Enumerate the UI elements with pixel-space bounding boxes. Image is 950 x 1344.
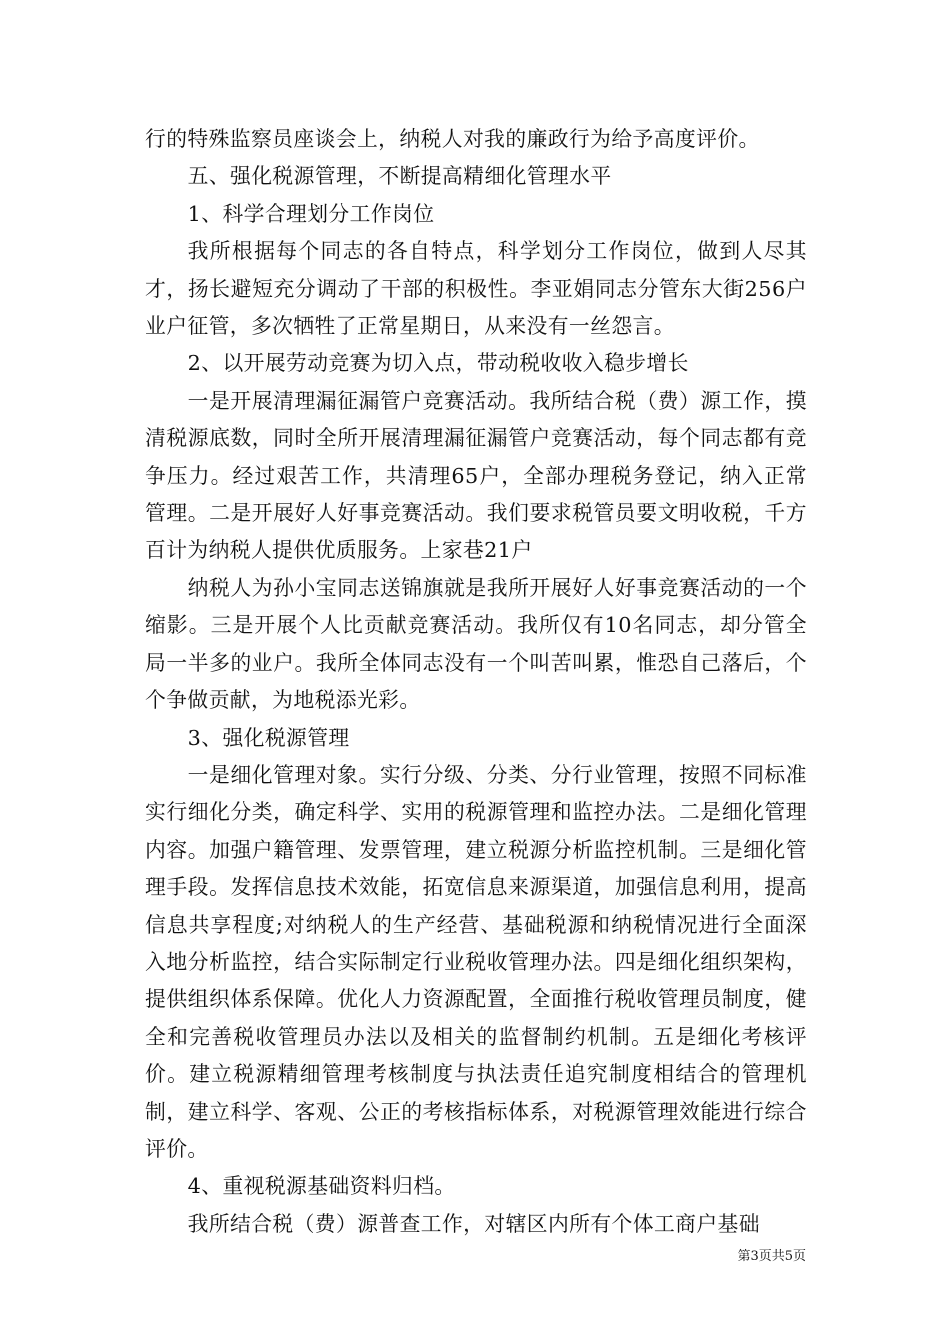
- paragraph-good-deeds: 纳税人为孙小宝同志送锦旗就是我所开展好人好事竞赛活动的一个缩影。三是开展个人比贡献竞赛活动。我所仅有10名同志，却分管全局一半多的业户。我所全体同志没有一个叫苦叫累，惟恐自己落后，个个争做贡献，为地税添光彩。: [145, 575, 807, 713]
- subheading-3: 3、强化税源管理: [187, 725, 350, 750]
- section-heading-5: 五、强化税源管理，不断提高精细化管理水平: [187, 164, 612, 189]
- paragraph-job-allocation: 我所根据每个同志的各自特点，科学划分工作岗位，做到人尽其才，扬长避短充分调动了干部的积极性。李亚娟同志分管东大街256户业户征管，多次牺牲了正常星期日，从来没有一丝怨言。: [145, 239, 807, 339]
- document-body: [145, 121, 807, 1243]
- paragraph-continuation: 行的特殊监察员座谈会上，纳税人对我的廉政行为给予高度评价。: [145, 127, 760, 151]
- paragraph-competition: 一是开展清理漏征漏管户竞赛活动。我所结合税（费）源工作，摸清税源底数，同时全所开展清理漏征漏管户竞赛活动，每个同志都有竞争压力。经过艰苦工作，共清理65户，全部办理税务登记，纳入正常管理。二是开展好人好事竞赛活动。我们要求税管员要文明收税，千方百计为纳税人提供优质服务。上家巷21户: [145, 388, 807, 563]
- subheading-2: 2、以开展劳动竞赛为切入点，带动税收收入稳步增长: [187, 351, 689, 376]
- page-number: 第3页共5页: [737, 1249, 806, 1264]
- paragraph-refined-management: 一是细化管理对象。实行分级、分类、分行业管理，按照不同标准实行细化分类，确定科学、实用的税源管理和监控办法。二是细化管理内容。加强户籍管理、发票管理，建立税源分析监控机制。三是细化管理手段。发挥信息技术效能，拓宽信息来源渠道，加强信息利用，提高信息共享程度;对纳税人的生产经营、基础税源和纳税情况进行全面深入地分析监控，结合实际制定行业税收管理办法。四是细化组织架构，提供组织体系保障。优化人力资源配置，全面推行税收管理员制度，健全和完善税收管理员办法以及相关的监督制约机制。五是细化考核评价。建立税源精细管理考核制度与执法责任追究制度相结合的管理机制，建立科学、客观、公正的考核指标体系，对税源管理效能进行综合评价。: [145, 762, 807, 1161]
- paragraph-archive: 我所结合税（费）源普查工作，对辖区内所有个体工商户基础: [187, 1211, 760, 1236]
- subheading-4: 4、重视税源基础资料归档。: [187, 1174, 456, 1199]
- subheading-1: 1、科学合理划分工作岗位: [187, 201, 435, 226]
